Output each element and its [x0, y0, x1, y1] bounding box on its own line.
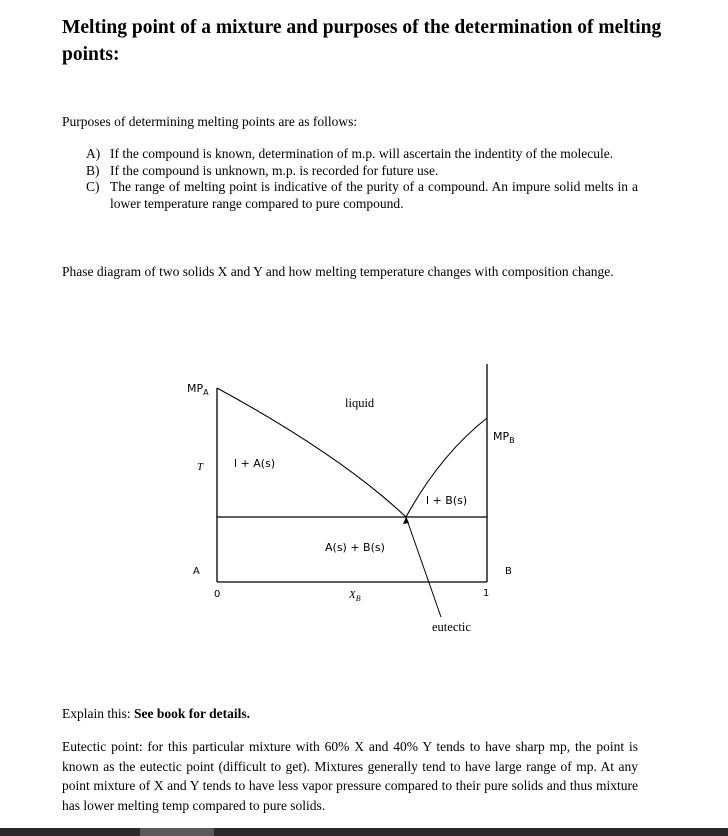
- one-tick-label: 1: [483, 588, 490, 599]
- liquid-plus-b-label: l + B(s): [426, 494, 468, 507]
- liquidus-curve-a: [217, 388, 406, 517]
- list-item-text: The range of melting point is indicative of the purity of a compound. An impure solid melts in a lower temperature range compared to pure compound.: [110, 179, 638, 211]
- scrollbar-thumb[interactable]: [140, 828, 214, 836]
- mp-b-label: $MP_B$: [493, 430, 515, 445]
- page-title: Melting point of a mixture and purposes of the determination of melting points:: [62, 17, 662, 65]
- list-marker: B): [86, 162, 100, 178]
- temperature-label: T: [197, 461, 204, 473]
- component-b-label: B: [505, 566, 512, 577]
- eutectic-pointer-line: [406, 517, 441, 617]
- zero-tick-label: 0: [214, 589, 221, 600]
- liquid-region-label: liquid: [345, 396, 375, 410]
- bottom-scrollbar[interactable]: [0, 828, 728, 836]
- list-item-text: If the compound is known, determination of m.p. will ascertain the indentity of the molecule.: [110, 146, 614, 161]
- mp-a-label: $MP_A$: [187, 382, 209, 397]
- liquid-plus-a-label: l + A(s): [234, 457, 276, 470]
- explain-prefix: Explain this:: [62, 706, 134, 721]
- solid-region-label: A(s) + B(s): [325, 541, 385, 554]
- list-marker: C): [86, 179, 100, 194]
- purposes-intro: Purposes of determining melting points are as follows:: [62, 114, 358, 129]
- list-item-text: If the compound is unknown, m.p. is recorded for future use.: [110, 162, 439, 178]
- eutectic-label: eutectic: [432, 620, 471, 634]
- explain-line: [62, 706, 250, 722]
- explain-reference: See book for details.: [134, 706, 251, 721]
- eutectic-paragraph: Eutectic point: for this particular mixture with 60% X and 40% Y tends to have sharp mp, the point is known as the eutectic point (difficult to get). Mixtures generally tend to have large range of mp. At any point mixture of X and Y tends to have less vapor pressure compared to their pure solids and thus mixture has lower melting temp compared to pure solids.: [62, 739, 638, 813]
- component-a-label: A: [193, 566, 200, 577]
- eutectic-point-marker: [403, 517, 409, 524]
- mole-fraction-label: $X_B$: [349, 589, 361, 603]
- list-marker: A): [86, 146, 101, 161]
- phase-diagram-intro: Phase diagram of two solids X and Y and how melting temperature changes with composition change.: [62, 264, 614, 279]
